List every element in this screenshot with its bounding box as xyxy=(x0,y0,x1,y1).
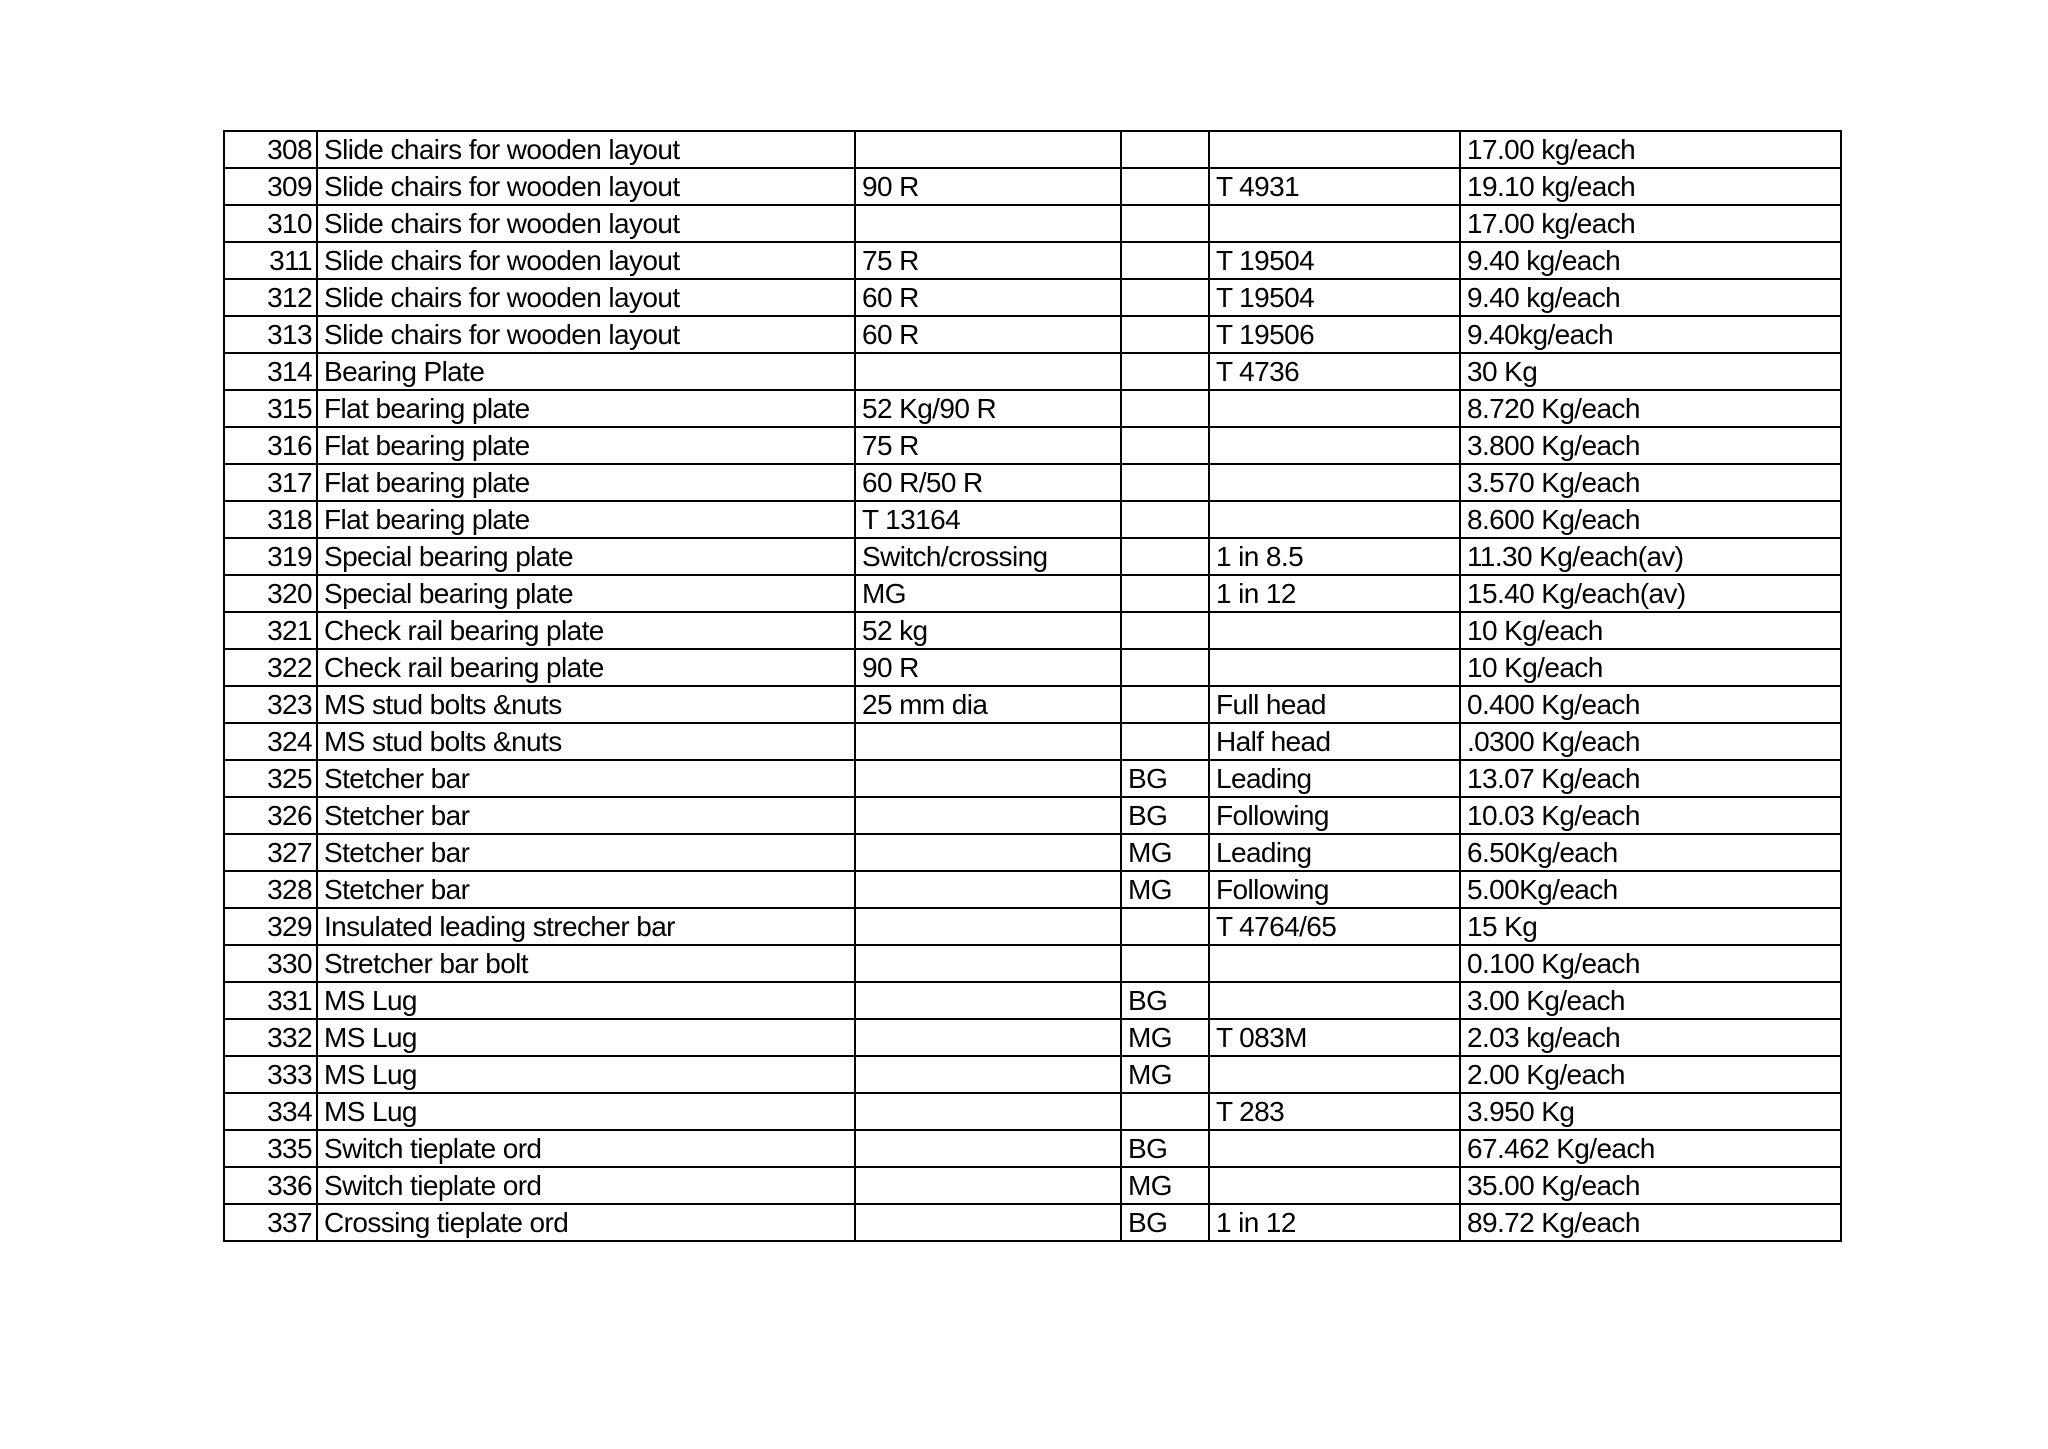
reference-cell: Half head xyxy=(1209,723,1460,760)
specification-cell xyxy=(855,1130,1121,1167)
gauge-cell xyxy=(1121,242,1209,279)
gauge-cell xyxy=(1121,686,1209,723)
specification-cell: 75 R xyxy=(855,242,1121,279)
weight-cell: 15 Kg xyxy=(1460,908,1841,945)
table-row xyxy=(224,390,1841,427)
gauge-cell xyxy=(1121,131,1209,168)
row-number-cell: 314 xyxy=(224,353,317,390)
reference-cell: T 283 xyxy=(1209,1093,1460,1130)
item-description-cell: Slide chairs for wooden layout xyxy=(317,131,855,168)
table-row xyxy=(224,982,1841,1019)
reference-cell xyxy=(1209,612,1460,649)
row-number-cell: 331 xyxy=(224,982,317,1019)
gauge-cell xyxy=(1121,612,1209,649)
weight-cell: 0.400 Kg/each xyxy=(1460,686,1841,723)
item-description-cell: Special bearing plate xyxy=(317,575,855,612)
specification-cell: Switch/crossing xyxy=(855,538,1121,575)
reference-cell: 1 in 8.5 xyxy=(1209,538,1460,575)
row-number-cell: 330 xyxy=(224,945,317,982)
table-row xyxy=(224,1167,1841,1204)
table-row xyxy=(224,1130,1841,1167)
reference-cell: T 4764/65 xyxy=(1209,908,1460,945)
item-description-cell: Flat bearing plate xyxy=(317,427,855,464)
item-description-cell: Flat bearing plate xyxy=(317,390,855,427)
gauge-cell xyxy=(1121,390,1209,427)
reference-cell: T 4931 xyxy=(1209,168,1460,205)
reference-cell xyxy=(1209,649,1460,686)
reference-cell xyxy=(1209,390,1460,427)
row-number-cell: 329 xyxy=(224,908,317,945)
gauge-cell xyxy=(1121,538,1209,575)
specification-cell xyxy=(855,1056,1121,1093)
weight-cell: 6.50Kg/each xyxy=(1460,834,1841,871)
gauge-cell: BG xyxy=(1121,797,1209,834)
gauge-cell xyxy=(1121,501,1209,538)
reference-cell: T 19504 xyxy=(1209,279,1460,316)
item-description-cell: MS stud bolts &nuts xyxy=(317,723,855,760)
row-number-cell: 337 xyxy=(224,1204,317,1241)
gauge-cell xyxy=(1121,649,1209,686)
item-description-cell: Stetcher bar xyxy=(317,797,855,834)
reference-cell xyxy=(1209,427,1460,464)
gauge-cell xyxy=(1121,168,1209,205)
table-row xyxy=(224,945,1841,982)
table-row xyxy=(224,871,1841,908)
item-description-cell: Stretcher bar bolt xyxy=(317,945,855,982)
table-row xyxy=(224,612,1841,649)
item-description-cell: Check rail bearing plate xyxy=(317,649,855,686)
table-row xyxy=(224,316,1841,353)
table-row xyxy=(224,279,1841,316)
item-description-cell: MS stud bolts &nuts xyxy=(317,686,855,723)
weight-cell: 17.00 kg/each xyxy=(1460,131,1841,168)
item-description-cell: Crossing tieplate ord xyxy=(317,1204,855,1241)
weight-cell: 9.40 kg/each xyxy=(1460,279,1841,316)
specification-cell xyxy=(855,723,1121,760)
item-description-cell: MS Lug xyxy=(317,1093,855,1130)
specification-cell: T 13164 xyxy=(855,501,1121,538)
specification-cell xyxy=(855,982,1121,1019)
table-row xyxy=(224,723,1841,760)
row-number-cell: 316 xyxy=(224,427,317,464)
reference-cell xyxy=(1209,1167,1460,1204)
row-number-cell: 332 xyxy=(224,1019,317,1056)
reference-cell: Full head xyxy=(1209,686,1460,723)
gauge-cell: MG xyxy=(1121,1056,1209,1093)
item-description-cell: Bearing Plate xyxy=(317,353,855,390)
table-row xyxy=(224,501,1841,538)
weight-cell: 3.570 Kg/each xyxy=(1460,464,1841,501)
row-number-cell: 321 xyxy=(224,612,317,649)
weight-cell: 8.600 Kg/each xyxy=(1460,501,1841,538)
reference-cell: T 083M xyxy=(1209,1019,1460,1056)
weight-cell: 8.720 Kg/each xyxy=(1460,390,1841,427)
table-row xyxy=(224,1204,1841,1241)
weight-cell: 35.00 Kg/each xyxy=(1460,1167,1841,1204)
specification-cell xyxy=(855,1167,1121,1204)
row-number-cell: 328 xyxy=(224,871,317,908)
specification-cell: 60 R xyxy=(855,316,1121,353)
weight-cell: 67.462 Kg/each xyxy=(1460,1130,1841,1167)
table-row xyxy=(224,1056,1841,1093)
weight-cell: 17.00 kg/each xyxy=(1460,205,1841,242)
gauge-cell xyxy=(1121,945,1209,982)
specification-cell: 60 R/50 R xyxy=(855,464,1121,501)
reference-cell: T 19504 xyxy=(1209,242,1460,279)
table-row xyxy=(224,760,1841,797)
table-row xyxy=(224,242,1841,279)
weight-cell: 19.10 kg/each xyxy=(1460,168,1841,205)
item-description-cell: Stetcher bar xyxy=(317,760,855,797)
table-row xyxy=(224,797,1841,834)
weight-cell: 3.950 Kg xyxy=(1460,1093,1841,1130)
reference-cell: T 19506 xyxy=(1209,316,1460,353)
weight-cell: 13.07 Kg/each xyxy=(1460,760,1841,797)
weight-cell: 30 Kg xyxy=(1460,353,1841,390)
item-description-cell: Insulated leading strecher bar xyxy=(317,908,855,945)
gauge-cell xyxy=(1121,575,1209,612)
gauge-cell: BG xyxy=(1121,1204,1209,1241)
specification-cell: 25 mm dia xyxy=(855,686,1121,723)
specification-cell xyxy=(855,908,1121,945)
weight-cell: 2.03 kg/each xyxy=(1460,1019,1841,1056)
gauge-cell xyxy=(1121,1093,1209,1130)
table-row xyxy=(224,168,1841,205)
reference-cell: 1 in 12 xyxy=(1209,575,1460,612)
weight-cell: 89.72 Kg/each xyxy=(1460,1204,1841,1241)
row-number-cell: 335 xyxy=(224,1130,317,1167)
reference-cell xyxy=(1209,982,1460,1019)
item-description-cell: MS Lug xyxy=(317,982,855,1019)
specification-cell: 52 Kg/90 R xyxy=(855,390,1121,427)
item-description-cell: MS Lug xyxy=(317,1056,855,1093)
reference-cell xyxy=(1209,205,1460,242)
row-number-cell: 310 xyxy=(224,205,317,242)
item-description-cell: Switch tieplate ord xyxy=(317,1130,855,1167)
item-description-cell: Flat bearing plate xyxy=(317,501,855,538)
gauge-cell: MG xyxy=(1121,871,1209,908)
gauge-cell xyxy=(1121,353,1209,390)
weight-cell: 15.40 Kg/each(av) xyxy=(1460,575,1841,612)
specification-cell xyxy=(855,834,1121,871)
reference-cell xyxy=(1209,1130,1460,1167)
gauge-cell: MG xyxy=(1121,1019,1209,1056)
row-number-cell: 334 xyxy=(224,1093,317,1130)
table-row xyxy=(224,427,1841,464)
row-number-cell: 326 xyxy=(224,797,317,834)
gauge-cell xyxy=(1121,205,1209,242)
weight-cell: 5.00Kg/each xyxy=(1460,871,1841,908)
specification-cell xyxy=(855,1019,1121,1056)
reference-cell: Leading xyxy=(1209,834,1460,871)
row-number-cell: 309 xyxy=(224,168,317,205)
table-row xyxy=(224,131,1841,168)
table-row xyxy=(224,686,1841,723)
weight-cell: 10 Kg/each xyxy=(1460,649,1841,686)
item-description-cell: Stetcher bar xyxy=(317,871,855,908)
table-row xyxy=(224,908,1841,945)
item-description-cell: Slide chairs for wooden layout xyxy=(317,168,855,205)
row-number-cell: 324 xyxy=(224,723,317,760)
document-page xyxy=(223,130,1842,1242)
table-row xyxy=(224,834,1841,871)
weights-table xyxy=(223,130,1842,1242)
weight-cell: 10 Kg/each xyxy=(1460,612,1841,649)
gauge-cell xyxy=(1121,464,1209,501)
table-row xyxy=(224,1019,1841,1056)
gauge-cell xyxy=(1121,279,1209,316)
reference-cell: T 4736 xyxy=(1209,353,1460,390)
reference-cell xyxy=(1209,945,1460,982)
row-number-cell: 313 xyxy=(224,316,317,353)
gauge-cell: BG xyxy=(1121,760,1209,797)
gauge-cell xyxy=(1121,723,1209,760)
specification-cell: 52 kg xyxy=(855,612,1121,649)
specification-cell xyxy=(855,1093,1121,1130)
table-row xyxy=(224,205,1841,242)
row-number-cell: 333 xyxy=(224,1056,317,1093)
specification-cell xyxy=(855,353,1121,390)
gauge-cell: BG xyxy=(1121,982,1209,1019)
table-row xyxy=(224,1093,1841,1130)
specification-cell xyxy=(855,797,1121,834)
weight-cell: 2.00 Kg/each xyxy=(1460,1056,1841,1093)
row-number-cell: 325 xyxy=(224,760,317,797)
specification-cell: 90 R xyxy=(855,649,1121,686)
item-description-cell: Flat bearing plate xyxy=(317,464,855,501)
specification-cell: MG xyxy=(855,575,1121,612)
table-row xyxy=(224,649,1841,686)
table-row xyxy=(224,538,1841,575)
row-number-cell: 311 xyxy=(224,242,317,279)
row-number-cell: 336 xyxy=(224,1167,317,1204)
gauge-cell xyxy=(1121,316,1209,353)
item-description-cell: Slide chairs for wooden layout xyxy=(317,316,855,353)
item-description-cell: Special bearing plate xyxy=(317,538,855,575)
gauge-cell: MG xyxy=(1121,1167,1209,1204)
gauge-cell: BG xyxy=(1121,1130,1209,1167)
row-number-cell: 315 xyxy=(224,390,317,427)
row-number-cell: 323 xyxy=(224,686,317,723)
weights-table-body xyxy=(224,131,1841,1241)
weight-cell: 9.40 kg/each xyxy=(1460,242,1841,279)
reference-cell xyxy=(1209,464,1460,501)
item-description-cell: Check rail bearing plate xyxy=(317,612,855,649)
row-number-cell: 318 xyxy=(224,501,317,538)
specification-cell: 75 R xyxy=(855,427,1121,464)
reference-cell: Following xyxy=(1209,797,1460,834)
row-number-cell: 308 xyxy=(224,131,317,168)
row-number-cell: 317 xyxy=(224,464,317,501)
row-number-cell: 319 xyxy=(224,538,317,575)
weight-cell: .0300 Kg/each xyxy=(1460,723,1841,760)
gauge-cell xyxy=(1121,427,1209,464)
weight-cell: 10.03 Kg/each xyxy=(1460,797,1841,834)
reference-cell: 1 in 12 xyxy=(1209,1204,1460,1241)
specification-cell xyxy=(855,871,1121,908)
reference-cell xyxy=(1209,131,1460,168)
item-description-cell: Switch tieplate ord xyxy=(317,1167,855,1204)
reference-cell: Following xyxy=(1209,871,1460,908)
item-description-cell: Slide chairs for wooden layout xyxy=(317,205,855,242)
item-description-cell: Slide chairs for wooden layout xyxy=(317,242,855,279)
specification-cell xyxy=(855,760,1121,797)
reference-cell: Leading xyxy=(1209,760,1460,797)
specification-cell xyxy=(855,131,1121,168)
weight-cell: 3.800 Kg/each xyxy=(1460,427,1841,464)
specification-cell xyxy=(855,1204,1121,1241)
row-number-cell: 322 xyxy=(224,649,317,686)
specification-cell xyxy=(855,945,1121,982)
gauge-cell xyxy=(1121,908,1209,945)
item-description-cell: Slide chairs for wooden layout xyxy=(317,279,855,316)
table-row xyxy=(224,353,1841,390)
item-description-cell: Stetcher bar xyxy=(317,834,855,871)
specification-cell: 90 R xyxy=(855,168,1121,205)
specification-cell: 60 R xyxy=(855,279,1121,316)
specification-cell xyxy=(855,205,1121,242)
reference-cell xyxy=(1209,501,1460,538)
weight-cell: 9.40kg/each xyxy=(1460,316,1841,353)
weight-cell: 11.30 Kg/each(av) xyxy=(1460,538,1841,575)
weight-cell: 0.100 Kg/each xyxy=(1460,945,1841,982)
weight-cell: 3.00 Kg/each xyxy=(1460,982,1841,1019)
table-row xyxy=(224,464,1841,501)
row-number-cell: 320 xyxy=(224,575,317,612)
row-number-cell: 327 xyxy=(224,834,317,871)
reference-cell xyxy=(1209,1056,1460,1093)
table-row xyxy=(224,575,1841,612)
item-description-cell: MS Lug xyxy=(317,1019,855,1056)
gauge-cell: MG xyxy=(1121,834,1209,871)
row-number-cell: 312 xyxy=(224,279,317,316)
